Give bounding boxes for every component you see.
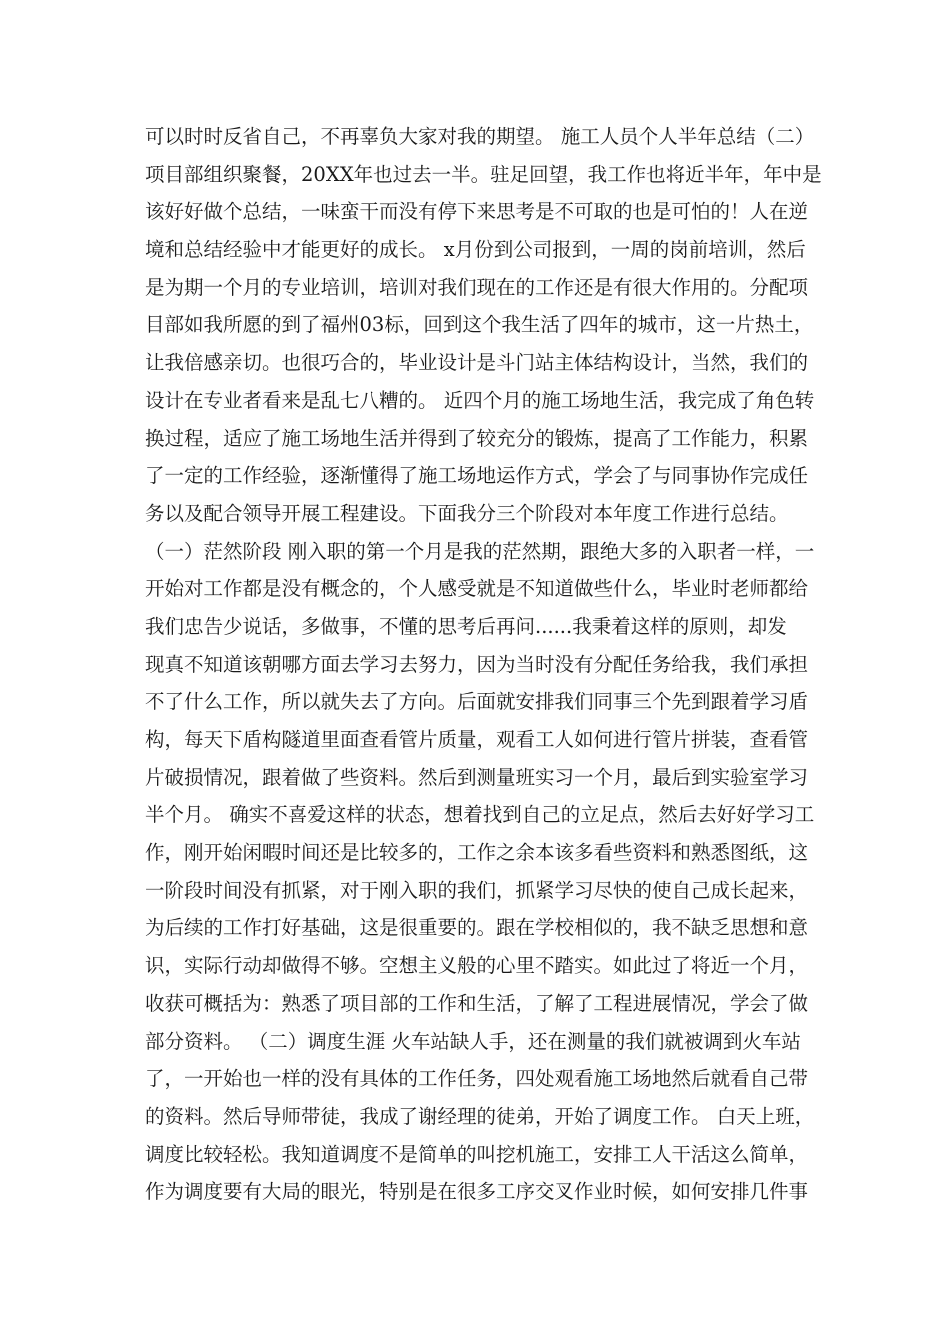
- text-line: 一阶段时间没有抓紧，对于刚入职的我们，抓紧学习尽快的使自己成长起来，: [145, 878, 809, 902]
- text-line: 片破损情况，跟着做了些资料。然后到测量班实习一个月，最后到实验室学习: [145, 765, 809, 789]
- text-line: （一）茫然阶段 刚入职的第一个月是我的茫然期，跟绝大多的入职者一样，一: [145, 539, 815, 563]
- text-line: 部分资料。 （二）调度生涯 火车站缺人手，还在测量的我们就被调到火车站: [145, 1029, 801, 1053]
- text-line: 让我倍感亲切。也很巧合的，毕业设计是斗门站主体结构设计，当然，我们的: [145, 351, 809, 375]
- text-line: 收获可概括为：熟悉了项目部的工作和生活，了解了工程进展情况，学会了做: [145, 991, 809, 1015]
- text-line: 目部如我所愿的到了福州03标，回到这个我生活了四年的城市，这一片热土，: [145, 313, 814, 337]
- text-line: 是为期一个月的专业培训，培训对我们现在的工作还是有很大作用的。分配项: [145, 275, 809, 299]
- text-line: 设计在专业者看来是乱七八糟的。 近四个月的施工场地生活，我完成了角色转: [145, 388, 815, 412]
- text-line: 了，一开始也一样的没有具体的工作任务，四处观看施工场地然后就看自己带: [145, 1067, 809, 1091]
- text-line: 调度比较轻松。我知道调度不是简单的叫挖机施工，安排工人干活这么简单，: [145, 1142, 809, 1166]
- text-line: 项目部组织聚餐，20XX年也过去一半。驻足回望，我工作也将近半年，年中是: [145, 162, 822, 186]
- text-line: 作为调度要有大局的眼光，特别是在很多工序交叉作业时候，如何安排几件事: [145, 1180, 809, 1204]
- text-line: 作，刚开始闲暇时间还是比较多的，工作之余本该多看些资料和熟悉图纸，这: [145, 841, 809, 865]
- text-line: 构，每天下盾构隧道里面查看管片质量，观看工人如何进行管片拼装，查看管: [145, 728, 809, 751]
- body-text: [145, 118, 825, 1211]
- text-line: 识，实际行动却做得不够。空想主义般的心里不踏实。如此过了将近一个月，: [145, 954, 809, 978]
- text-line: 可以时时反省自己，不再辜负大家对我的期望。 施工人员个人半年总结（二）: [145, 125, 815, 148]
- text-line: 现真不知道该朝哪方面去学习去努力，因为当时没有分配任务给我，我们承担: [145, 652, 809, 676]
- text-line: 开始对工作都是没有概念的，个人感受就是不知道做些什么，毕业时老师都给: [145, 577, 809, 601]
- text-line: 了一定的工作经验，逐渐懂得了施工场地运作方式，学会了与同事协作完成任: [145, 464, 809, 488]
- text-line: 的资料。然后导师带徒，我成了谢经理的徒弟，开始了调度工作。 白天上班，: [145, 1104, 815, 1128]
- text-line: 务以及配合领导开展工程建设。下面我分三个阶段对本年度工作进行总结。: [145, 501, 789, 525]
- text-line: 境和总结经验中才能更好的成长。 x月份到公司报到，一周的岗前培训，然后: [145, 238, 806, 262]
- text-line: 半个月。 确实不喜爱这样的状态，想着找到自己的立足点，然后去好好学习工: [145, 803, 815, 827]
- text-line: 不了什么工作，所以就失去了方向。后面就安排我们同事三个先到跟着学习盾: [145, 690, 809, 714]
- text-line: 该好好做个总结，一味蛮干而没有停下来思考是不可取的也是可怕的！人在逆: [145, 200, 809, 224]
- text-line: 我们忠告少说话，多做事，不懂的思考后再问......我秉着这样的原则，却发: [145, 614, 787, 638]
- text-line: 换过程，适应了施工场地生活并得到了较充分的锻炼，提高了工作能力，积累: [145, 426, 809, 450]
- text-line: 为后续的工作打好基础，这是很重要的。跟在学校相似的，我不缺乏思想和意: [145, 916, 809, 940]
